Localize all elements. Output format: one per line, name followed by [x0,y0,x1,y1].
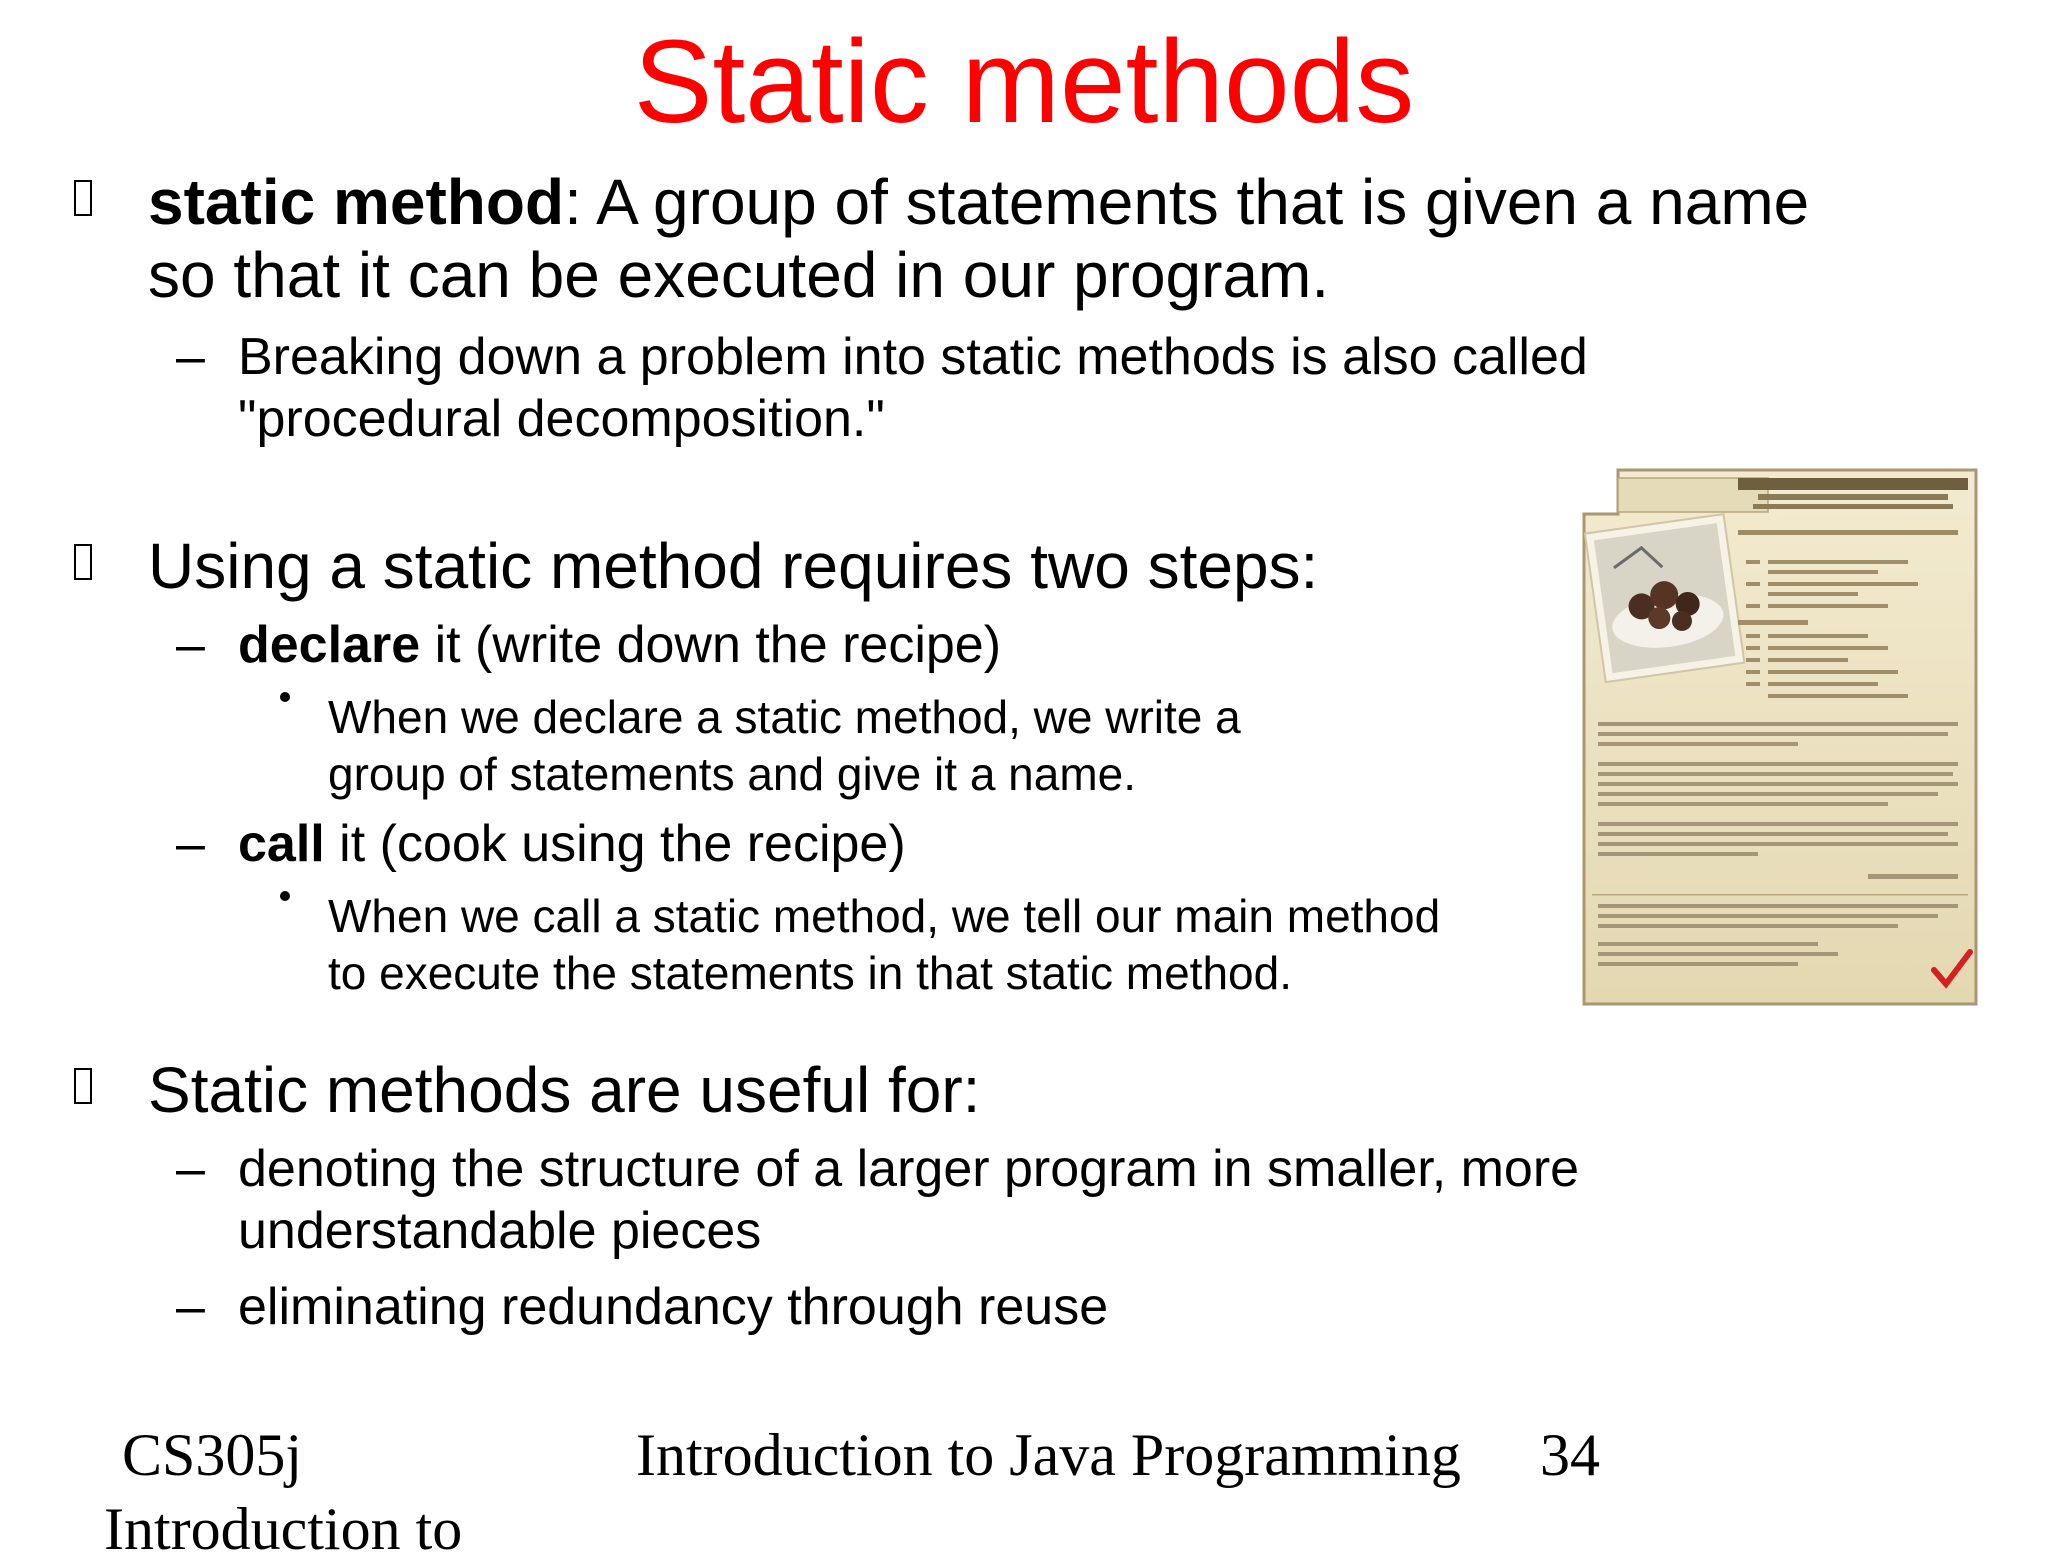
bullet-dot-icon [280,692,290,702]
term-declare: declare [238,616,421,674]
footer-center-title: Introduction to Java Programming [636,1422,1461,1488]
sub-bullet-call [238,813,906,875]
bullet-1-line-1 [148,166,1809,239]
definition-text: : A group of statements that is given a name [564,166,1810,238]
bullet-box-icon [74,544,92,580]
bullet-box-icon [74,180,92,216]
declare-detail-line-2: group of statements and give it a name. [328,748,1137,800]
declare-detail-line-1: When we declare a static method, we write a [328,691,1241,743]
sub-bullet-1-line-2: "procedural decomposition." [238,390,885,448]
declare-description: it (write down the recipe) [420,616,1002,674]
sub-bullet-structure-line-2: understandable pieces [238,1202,762,1260]
term-call: call [238,815,325,873]
call-description: it (cook using the recipe) [324,815,906,873]
slide-title: Static methods [633,16,1415,148]
call-detail-line-1: When we call a static method, we tell our main method [328,890,1441,942]
sub-bullet-declare [238,614,1001,676]
bullet-3-text: Static methods are useful for: [148,1054,981,1126]
bullet-1-line-2: so that it can be executed in our program. [148,239,1330,311]
term-static-method: static method [148,166,565,238]
bullet-box-icon [74,1068,92,1104]
sub-bullet-redundancy: eliminating redundancy through reuse [238,1278,1109,1336]
sub-bullet-structure-line-1: denoting the structure of a larger program in smaller, more [238,1140,1580,1198]
call-detail-line-2: to execute the statements in that static method. [328,947,1292,999]
dash-icon: – [176,1140,205,1198]
footer-course-title: Introduction to [104,1496,463,1562]
slide-number: 34 [1540,1422,1600,1488]
bullet-2-text: Using a static method requires two steps: [148,530,1319,602]
dash-icon: – [176,328,205,386]
bullet-dot-icon [280,891,290,901]
footer-course-code: CS305j [122,1422,303,1488]
dash-icon: – [176,616,205,674]
recipe-card-image [1578,464,1982,1010]
dash-icon: – [176,815,205,873]
dash-icon: – [176,1278,205,1336]
sub-bullet-1-line-1: Breaking down a problem into static methods is also called [238,328,1588,386]
